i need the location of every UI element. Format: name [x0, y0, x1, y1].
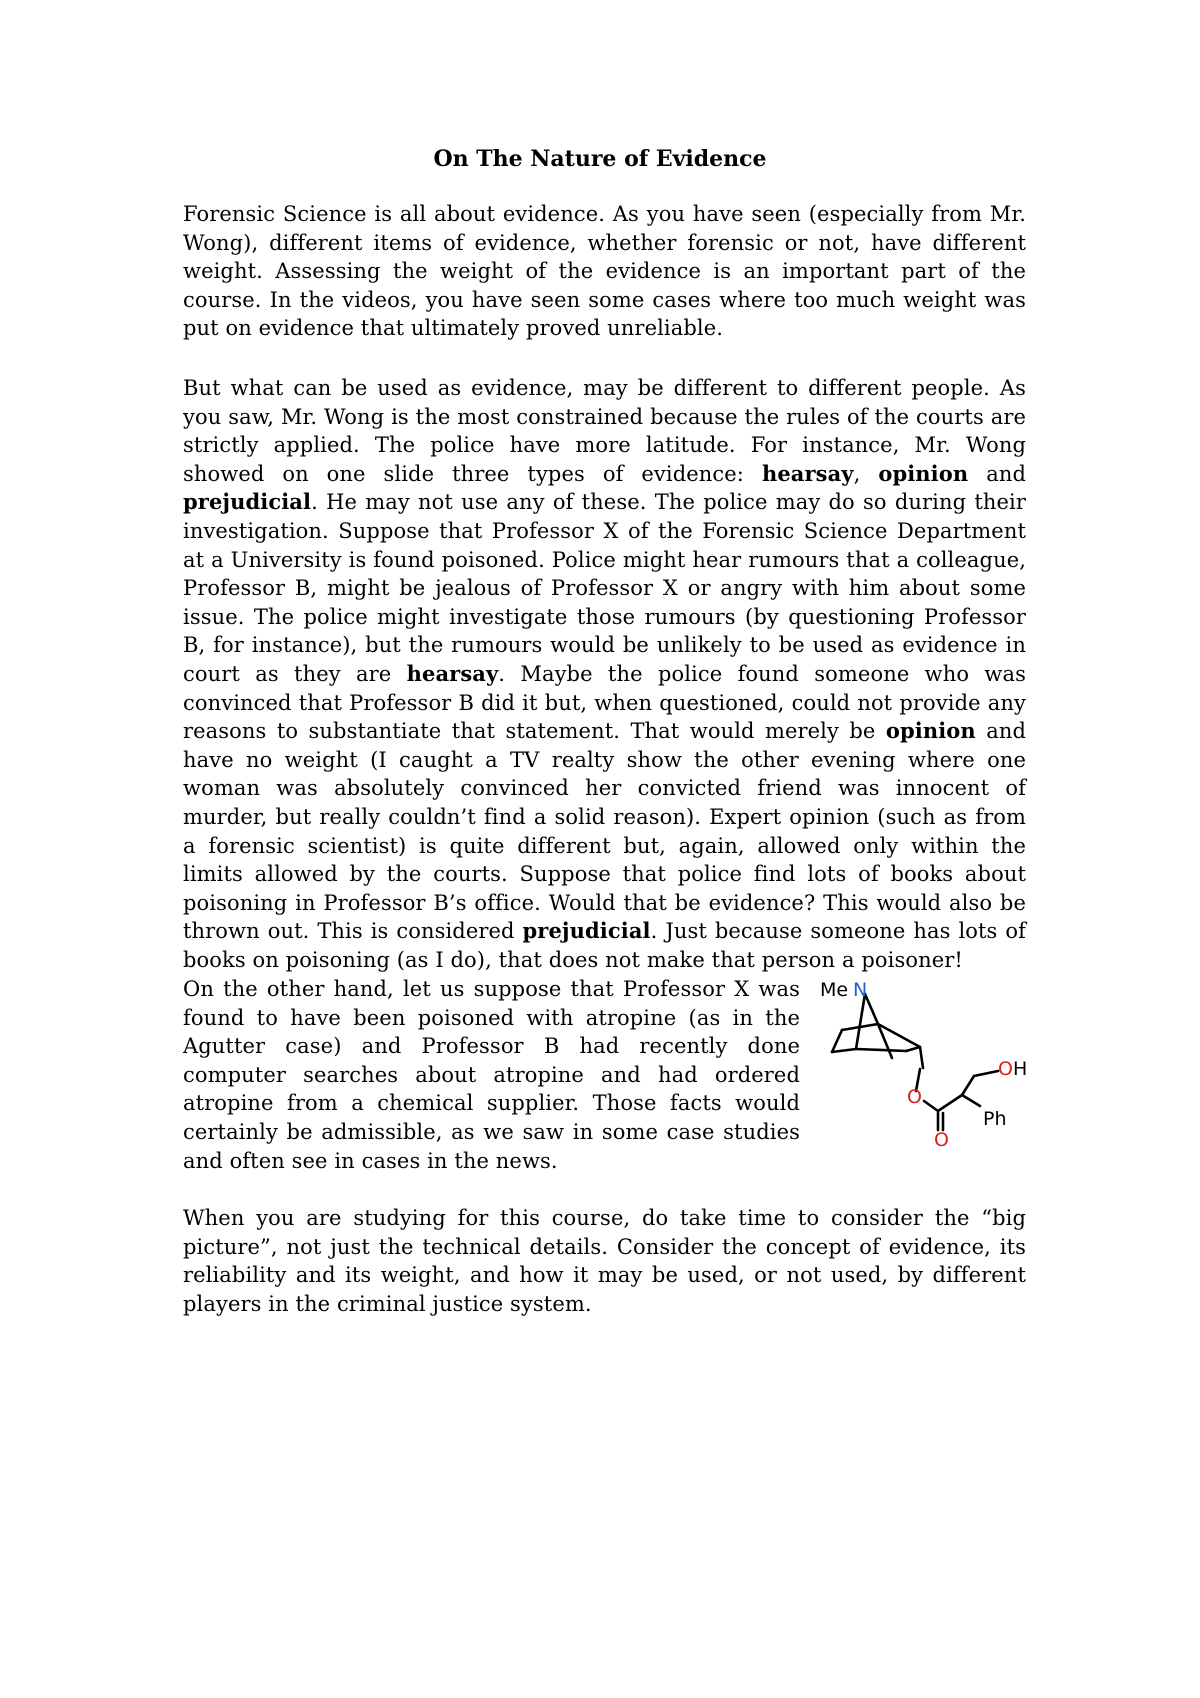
text-segment: . Maybe the police found someone who was convinced that Professor B did it but, when questioned, could not provide any reasons to substantiate that statement. That would merely be [183, 661, 1026, 744]
text-segment: and [968, 461, 1026, 486]
hydroxyl-oxygen-label: O [998, 1058, 1013, 1080]
term-hearsay: hearsay [761, 460, 854, 486]
text-segment: , [853, 461, 879, 486]
atropine-structure-icon [820, 970, 1050, 1170]
text-segment: But what can be used as evidence, may be different to different people. As you saw, Mr. Wong is the most constrained because the rules of the courts are strictly applied. The police have more latitude. For instance, Mr. Wong showed on one slide three types of evidence: [183, 376, 1026, 486]
term-opinion: opinion [885, 718, 976, 744]
paragraph-conclusion: When you are studying for this course, do take time to consider the “big picture”, not just the technical details. Consider the concept of evidence, its reliability and its weight, and how it may be used, or not used, by different players in the criminal justice system. [183, 1206, 1026, 1316]
text-segment: . He may not use any of these. The police may do so during their investigation. Suppose that Professor X of the Forensic Science Department at a University is found poisoned. Police might hear rumours that a colleague, Professor B, might be jealous of Professor X or angry with him about some issue. The police might investigate those rumours (by questioning Professor B, for instance), but the rumours would be unlikely to be used as evidence in court as they are [183, 490, 1026, 686]
nitrogen-label: N [853, 979, 868, 1001]
paragraph-evidence-types [183, 374, 1026, 974]
paragraph-intro: Forensic Science is all about evidence. As you have seen (especially from Mr. Wong), different items of evidence, whether forensic or not, have different weight. Assessing the weight of the evidence is an important part of the course. In the videos, you have seen some cases where too much weight was put on evidence that ultimately proved unreliable. [183, 202, 1026, 341]
text-segment: . Just because someone has lots of books on poisoning (as I do), that does not make that person a poisoner! [183, 919, 1027, 972]
term-prejudicial: prejudicial [183, 489, 312, 515]
term-hearsay: hearsay [406, 660, 499, 686]
text-segment: and have no weight (I caught a TV realty show the other evening where one woman was absolutely convinced her convicted friend was innocent of murder, but really couldn’t find a solid reason). Expert opinion (such as from a forensic scientist) is quite different but, again, allowed only within the limits allowed by the courts. Suppose that police find lots of books about poisoning in Professor B’s office. Would that be evidence? This would also be thrown out. This is considered [183, 719, 1026, 944]
ester-oxygen-label: O [907, 1086, 922, 1108]
hydroxyl-hydrogen-label: H [1013, 1058, 1028, 1080]
molecule-bonds [832, 994, 998, 1130]
term-prejudicial: prejudicial [522, 918, 651, 944]
carbonyl-oxygen-label: O [934, 1129, 949, 1151]
methyl-label: Me [820, 979, 849, 1001]
term-opinion: opinion [878, 460, 969, 486]
paragraph-atropine: On the other hand, let us suppose that Professor X was found to have been poisoned with atropine (as in the Agutter case) and Professor B had recently done computer searches about atropine and had ordered atropine from a chemical supplier. Those facts would certainly be admissible, as we saw in some case studies and often see in cases in the news. [183, 977, 800, 1173]
phenyl-label: Ph [983, 1108, 1007, 1130]
page-title: On The Nature of Evidence [433, 146, 767, 172]
